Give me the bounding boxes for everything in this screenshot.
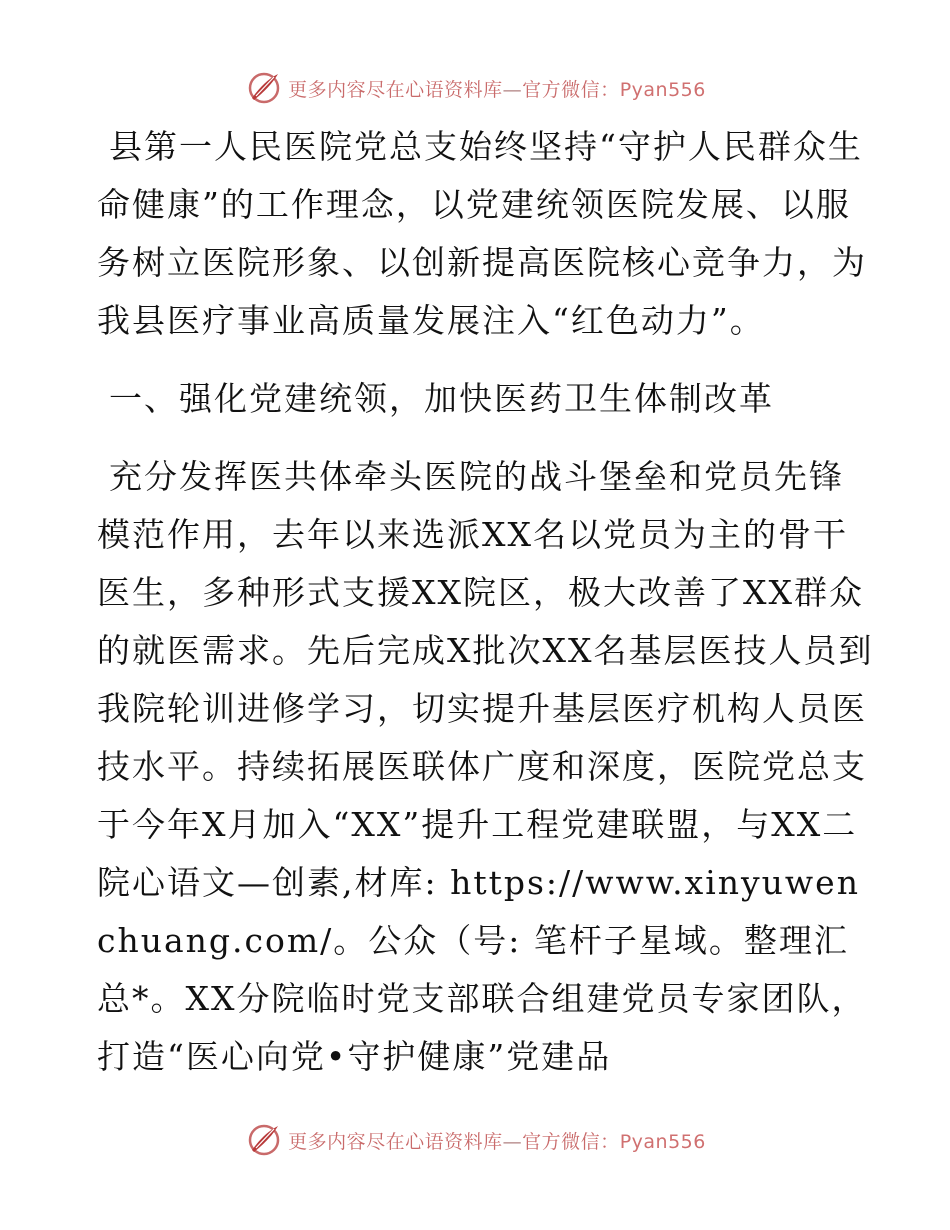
- paragraph-body: 充分发挥医共体牵头医院的战斗堡垒和党员先锋模范作用，去年以来选派XX名以党员为主的骨干医生，多种形式支援XX院区，极大改善了XX群众的就医需求。先后完成X批次XX名基层医技人员到我院轮训进修学习，切实提升基层医疗机构人员医技水平。持续拓展医联体广度和深度，医院党总支于今年X月加入“XX”提升工程党建联盟，与XX二院心语文—创素,材库: https://www.xinyuwenchuang.com/。公众（号: 笔杆子星域。整理汇总*。XX分院临时党支部联合组建党员专家团队，打造“医心向党•守护健康”党建品: [97, 457, 874, 1076]
- watermark-account-id: Pyan556: [619, 78, 706, 101]
- section-heading: 一、强化党建统领，加快医药卫生体制改革: [109, 379, 774, 418]
- watermark-separator: —: [502, 1130, 523, 1153]
- feather-pen-logo-icon: [244, 1120, 284, 1160]
- watermark-separator: —: [502, 78, 523, 101]
- document-body: [97, 118, 877, 1086]
- paragraph-intro: 县第一人民医院党总支始终坚持“守护人民群众生命健康”的工作理念，以党建统领医院发展、以服务树立医院形象、以创新提高医院核心竞争力，为我县医疗事业高质量发展注入“红色动力”。: [97, 127, 867, 340]
- feather-pen-logo-icon: [244, 68, 284, 108]
- watermark-main-text: 更多内容尽在心语资料库: [288, 1130, 503, 1153]
- watermark-account-label: 官方微信：: [522, 78, 620, 101]
- watermark-footer: [0, 1120, 950, 1160]
- watermark-text: [288, 75, 706, 102]
- watermark-header: [0, 68, 950, 108]
- watermark-account-label: 官方微信：: [522, 1130, 620, 1153]
- watermark-main-text: 更多内容尽在心语资料库: [288, 78, 503, 101]
- watermark-text: [288, 1127, 706, 1154]
- watermark-account-id: Pyan556: [619, 1130, 706, 1153]
